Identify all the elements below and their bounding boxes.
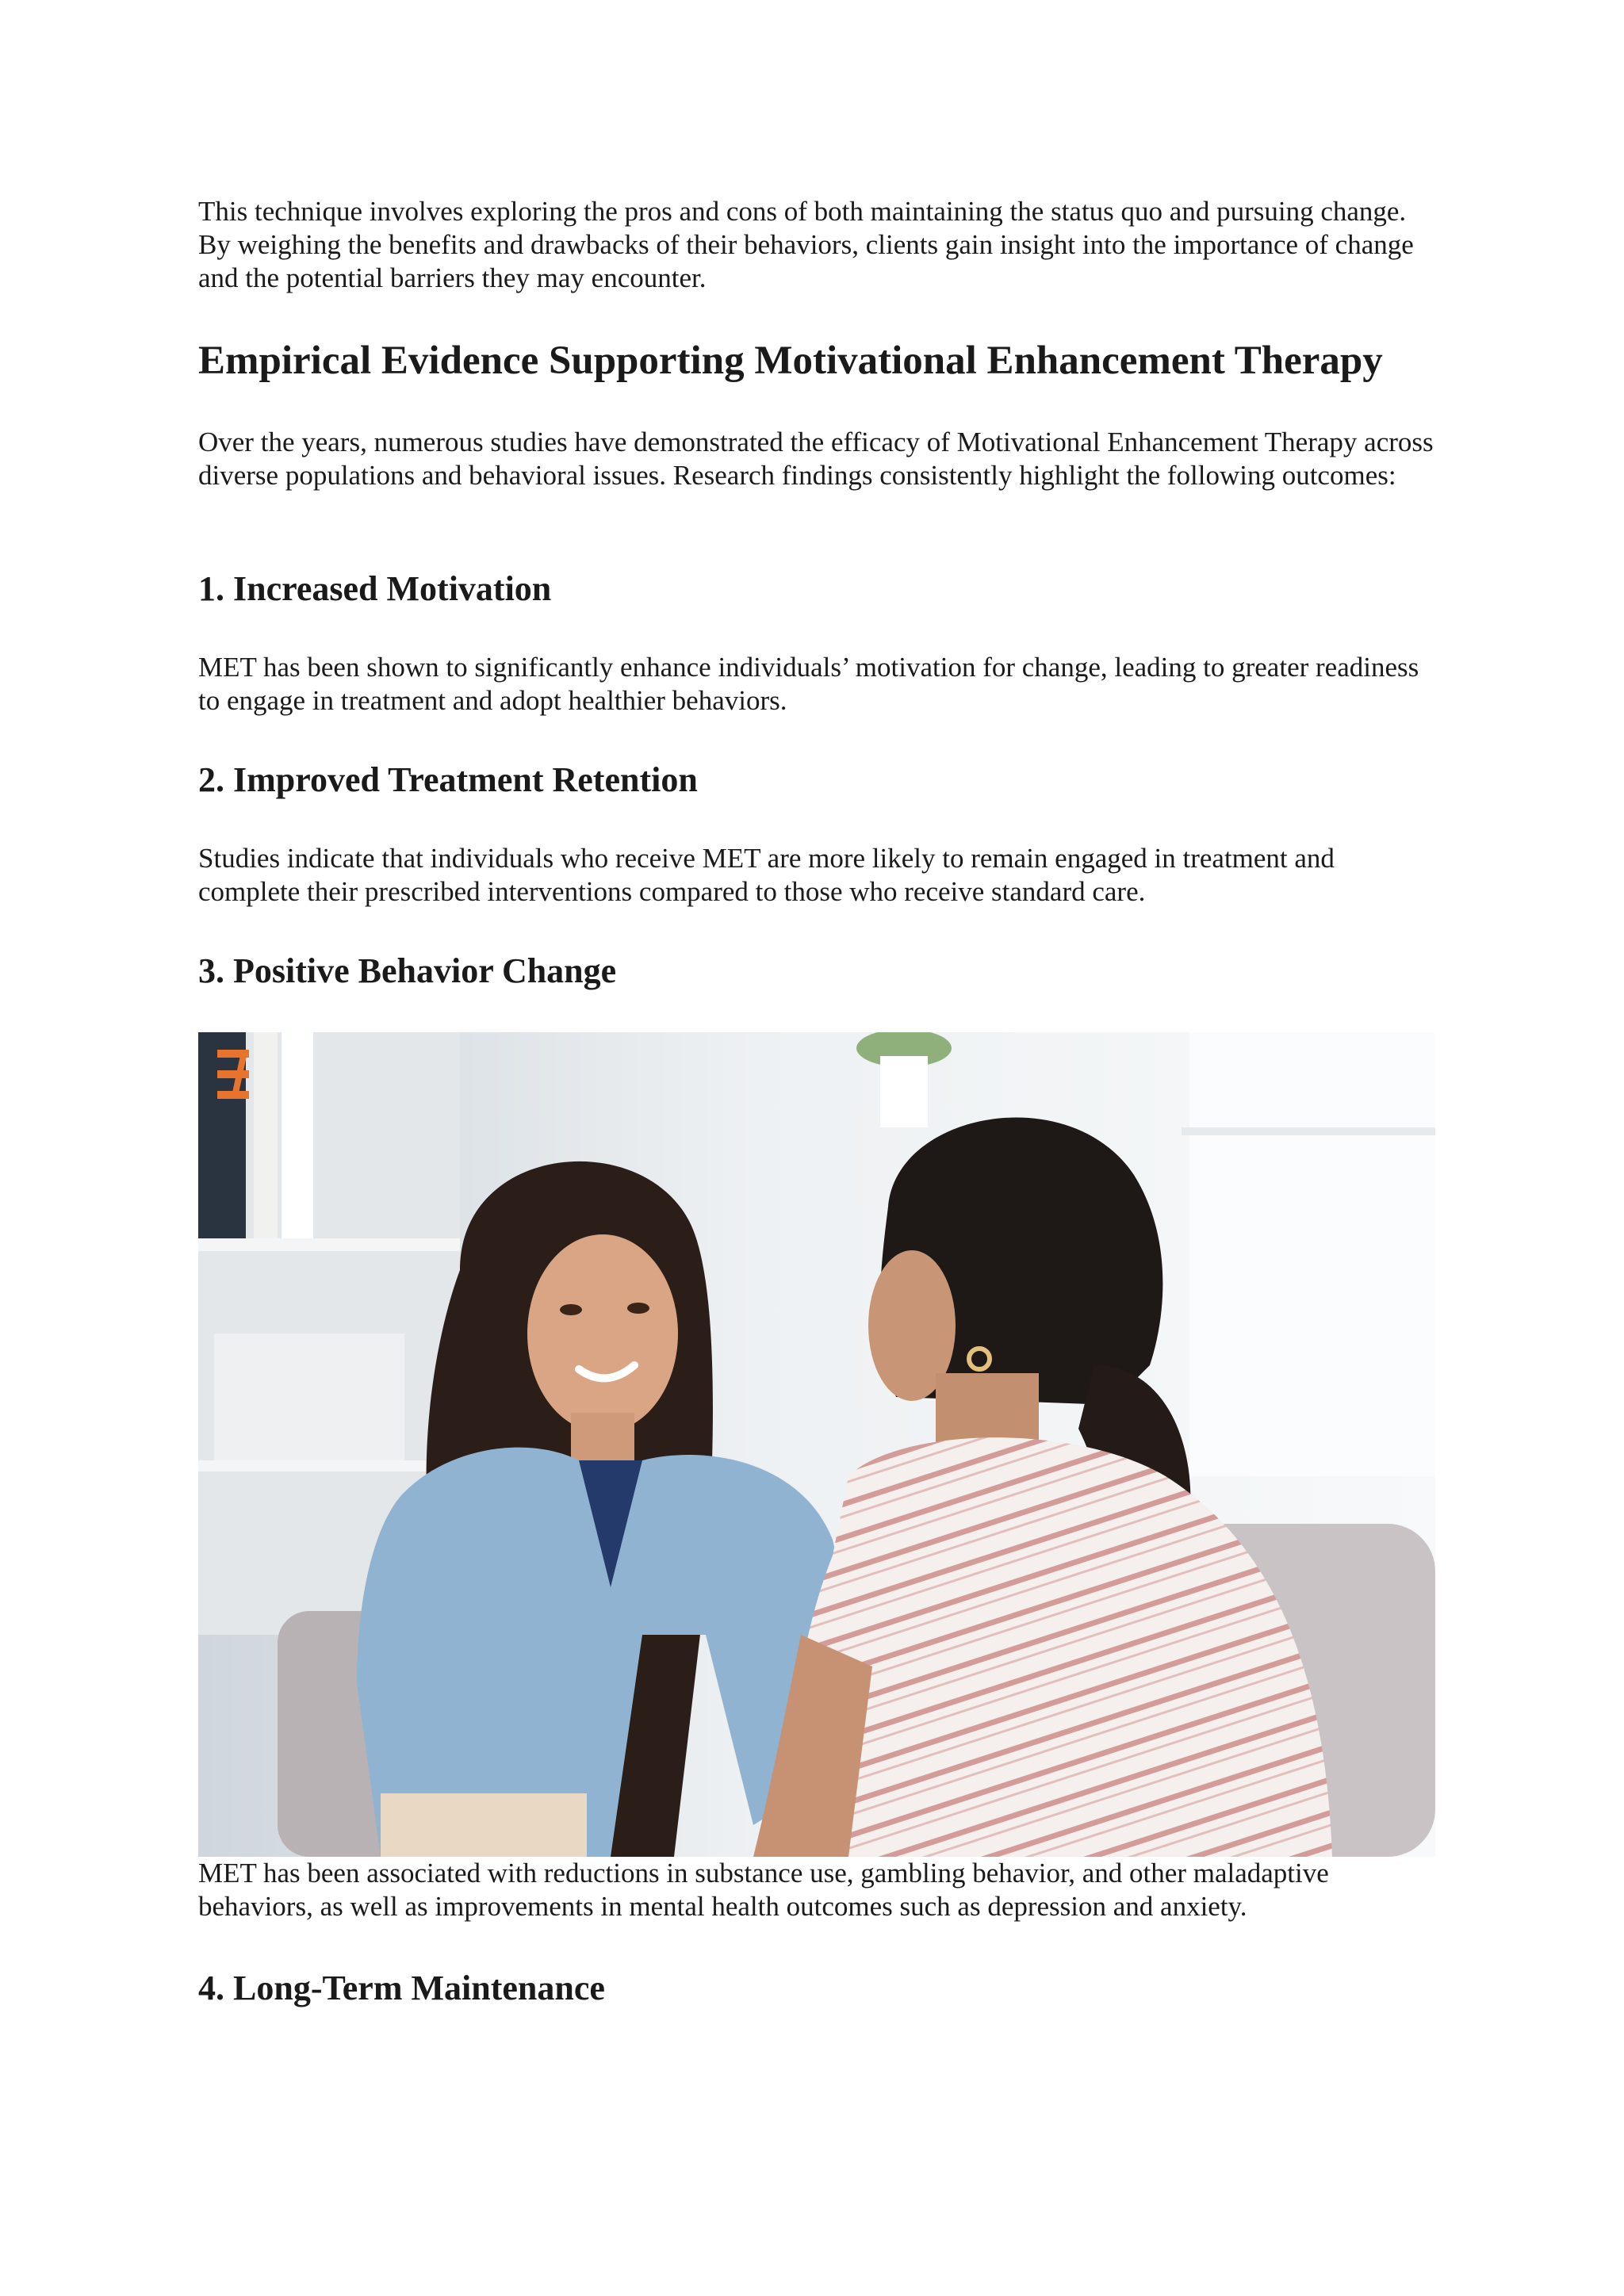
outcome-text-3: MET has been associated with reductions in substance use, gambling behavior, and other maladaptive behaviors, as well as improvements in mental health outcomes such as depression and anxiety. [198,1858,1329,1922]
intro-paragraph: This technique involves exploring the pros and cons of both maintaining the status quo and pursuing change. By weighing the benefits and drawbacks of their behaviors, clients gain insight into the importance of change and the potential barriers they may encounter. [198,196,1414,293]
counseling-photo [198,1032,1435,1857]
outcome-text-2: Studies indicate that individuals who receive MET are more likely to remain engaged in treatment and complete their prescribed interventions compared to those who receive standard care. [198,843,1335,907]
outcome-heading-4: 4. Long-Term Maintenance [198,1969,605,2007]
outcome-text-1: MET has been shown to significantly enhance individuals’ motivation for change, leading to greater readiness to engage in treatment and adopt healthier behaviors. [198,652,1419,716]
outcome-heading-3: 3. Positive Behavior Change [198,951,617,990]
photo-watermark-logo [217,1050,249,1099]
section-intro-paragraph: Over the years, numerous studies have demonstrated the efficacy of Motivational Enhancement Therapy across diverse populations and behavioral issues. Research findings consistently highlight the following outcomes: [198,427,1434,491]
outcome-heading-2: 2. Improved Treatment Retention [198,760,698,799]
section-heading: Empirical Evidence Supporting Motivational Enhancement Therapy [198,339,1383,383]
outcome-heading-1: 1. Increased Motivation [198,569,552,608]
counseling-photo-illustration [198,1032,1435,1857]
